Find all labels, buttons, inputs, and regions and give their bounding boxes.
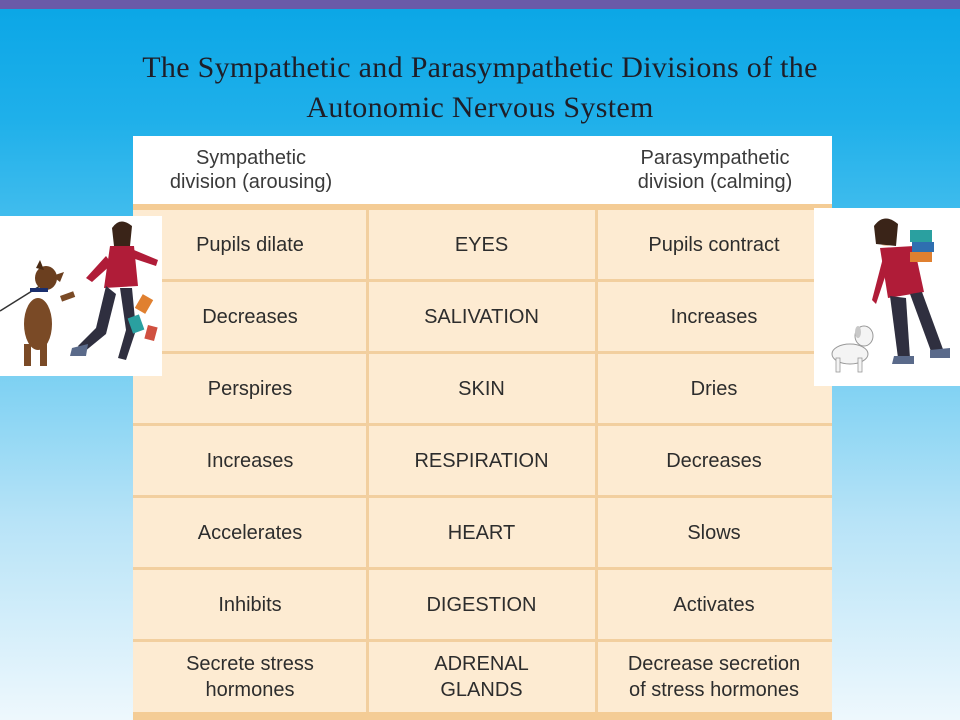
cell-organ: EYES [454,234,509,256]
comparison-table [133,136,832,720]
column-divider [595,210,598,714]
table-row [133,282,832,354]
books-icon [910,230,934,262]
small-dog-icon [832,326,873,372]
cell-sympathetic: Accelerates [197,522,303,544]
header-parasympathetic [598,146,832,194]
cell-parasympathetic: Decrease secretion of stress hormones [627,653,801,701]
calm-woman-illustration [814,208,960,386]
woman-figure-icon [70,221,158,360]
header-parasympathetic-line-2: division (calming) [637,171,793,193]
header-parasympathetic-line-1: Parasympathetic [640,147,790,169]
header-sympathetic-line-2: division (arousing) [169,171,333,193]
startled-woman-illustration [0,216,162,376]
cell-sympathetic: Perspires [207,378,293,400]
cell-sympathetic: Decreases [202,306,298,328]
table-row [133,210,832,282]
cell-organ: SKIN [458,378,505,400]
cell-sympathetic: Increases [206,450,294,472]
illustration-calming-scene [814,208,960,386]
table-row [133,498,832,570]
slide-title-line-1: The Sympathetic and Parasympathetic Divisions of the [142,51,818,84]
barking-dog-icon [24,260,75,366]
cell-organ: SALIVATION [424,306,539,328]
header-sympathetic [133,146,369,194]
cell-parasympathetic: Pupils contract [648,234,780,256]
cell-parasympathetic: Slows [687,522,741,544]
column-divider [366,210,369,714]
cell-parasympathetic: Decreases [666,450,762,472]
cell-sympathetic: Pupils dilate [196,234,304,256]
table-row [133,354,832,426]
cell-parasympathetic: Increases [670,306,758,328]
cell-parasympathetic: Activates [673,594,755,616]
slide-title-line-2: Autonomic Nervous System [306,91,654,124]
cell-organ: RESPIRATION [414,450,549,472]
cell-sympathetic: Inhibits [218,594,282,616]
cell-organ: HEART [447,522,516,544]
cell-organ: DIGESTION [426,594,537,616]
cell-organ: ADRENAL GLANDS [434,653,529,701]
table-row [133,642,832,714]
table-bottom-rule [133,712,832,720]
table-header [133,136,832,206]
top-accent-bar [0,0,960,9]
header-sympathetic-line-1: Sympathetic [195,147,307,169]
table-row [133,570,832,642]
illustration-arousing-scene [0,216,162,376]
table-body [133,210,832,714]
slide-title [0,48,960,128]
cell-parasympathetic: Dries [690,378,738,400]
table-row [133,426,832,498]
cell-sympathetic: Secrete stress hormones [186,653,314,701]
